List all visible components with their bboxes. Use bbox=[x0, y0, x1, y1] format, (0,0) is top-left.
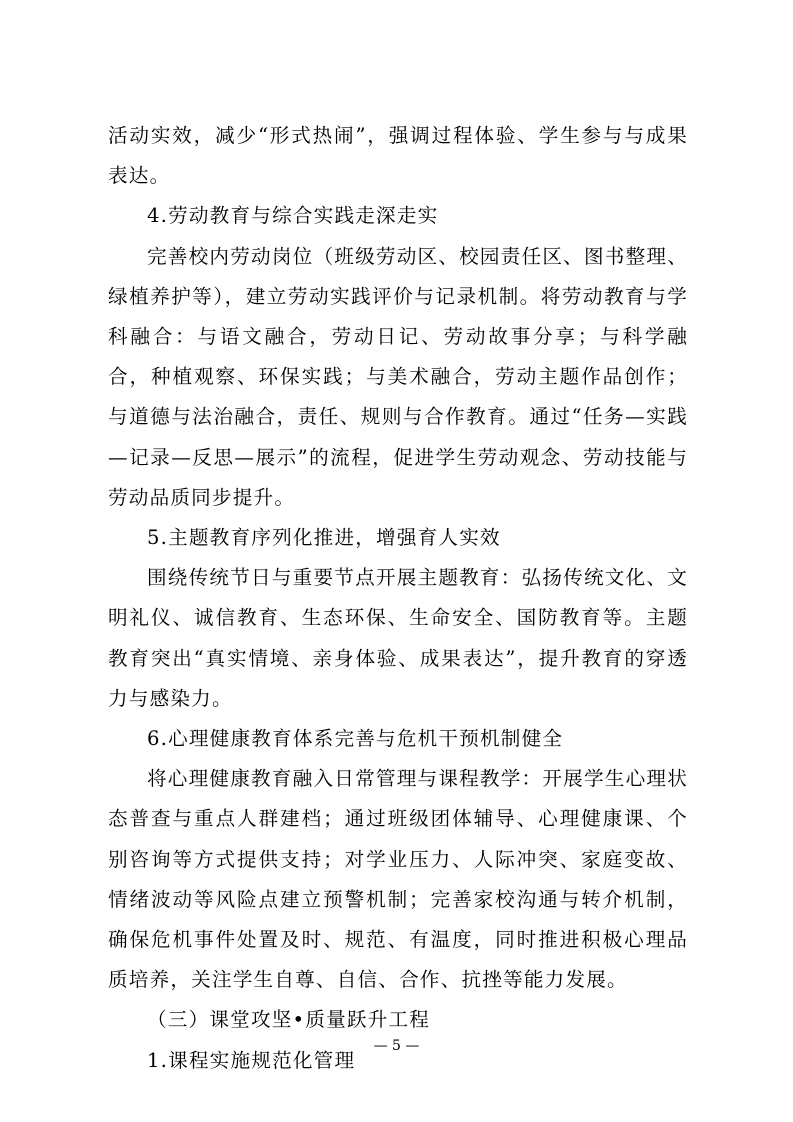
paragraph-mental-health: 将心理健康教育融入日常管理与课程教学：开展学生心理状态普查与重点人群建档；通过班级团体辅导、心理健康课、个别咨询等方式提供支持；对学业压力、人际冲突、家庭变故、情绪波动等风险点建立预警机制；完善家校沟通与转介机制，确保危机事件处置及时、规范、有温度，同时推进积极心理品质培养，关注学生自尊、自信、合作、抗挫等能力发展。 bbox=[108, 767, 688, 992]
paragraph-theme-education: 围绕传统节日与重要节点开展主题教育：弘扬传统文化、文明礼仪、诚信教育、生态环保、生命安全、国防教育等。主题教育突出“真实情境、亲身体验、成果表达”，提升教育的穿透力与感染力。 bbox=[108, 566, 688, 710]
subheading-labor-education: 4.劳动教育与综合实践走深走实 bbox=[147, 204, 439, 228]
subheading-mental-health: 6.心理健康教育体系完善与危机干预机制健全 bbox=[147, 727, 564, 751]
subheading-curriculum: 1.课程实施规范化管理 bbox=[147, 1048, 356, 1072]
paragraph-labor-education: 完善校内劳动岗位（班级劳动区、校园责任区、图书整理、绿植养护等），建立劳动实践评价与记录机制。将劳动教育与学科融合：与语文融合，劳动日记、劳动故事分享；与科学融合，种植观察、环保实践；与美术融合，劳动主题作品创作；与道德与法治融合，责任、规则与合作教育。通过“任务—实践—记录—反思—展示”的流程，促进学生劳动观念、劳动技能与劳动品质同步提升。 bbox=[108, 244, 688, 509]
subheading-theme-education: 5.主题教育序列化推进，增强育人实效 bbox=[147, 526, 501, 550]
document-body bbox=[108, 116, 688, 1081]
section-heading-classroom: （三）课堂攻坚•质量跃升工程 bbox=[147, 1008, 431, 1032]
paragraph-continuation: 活动实效，减少“形式热闹”，强调过程体验、学生参与与成果表达。 bbox=[108, 124, 688, 188]
page-number: — 5 — bbox=[373, 1038, 420, 1054]
